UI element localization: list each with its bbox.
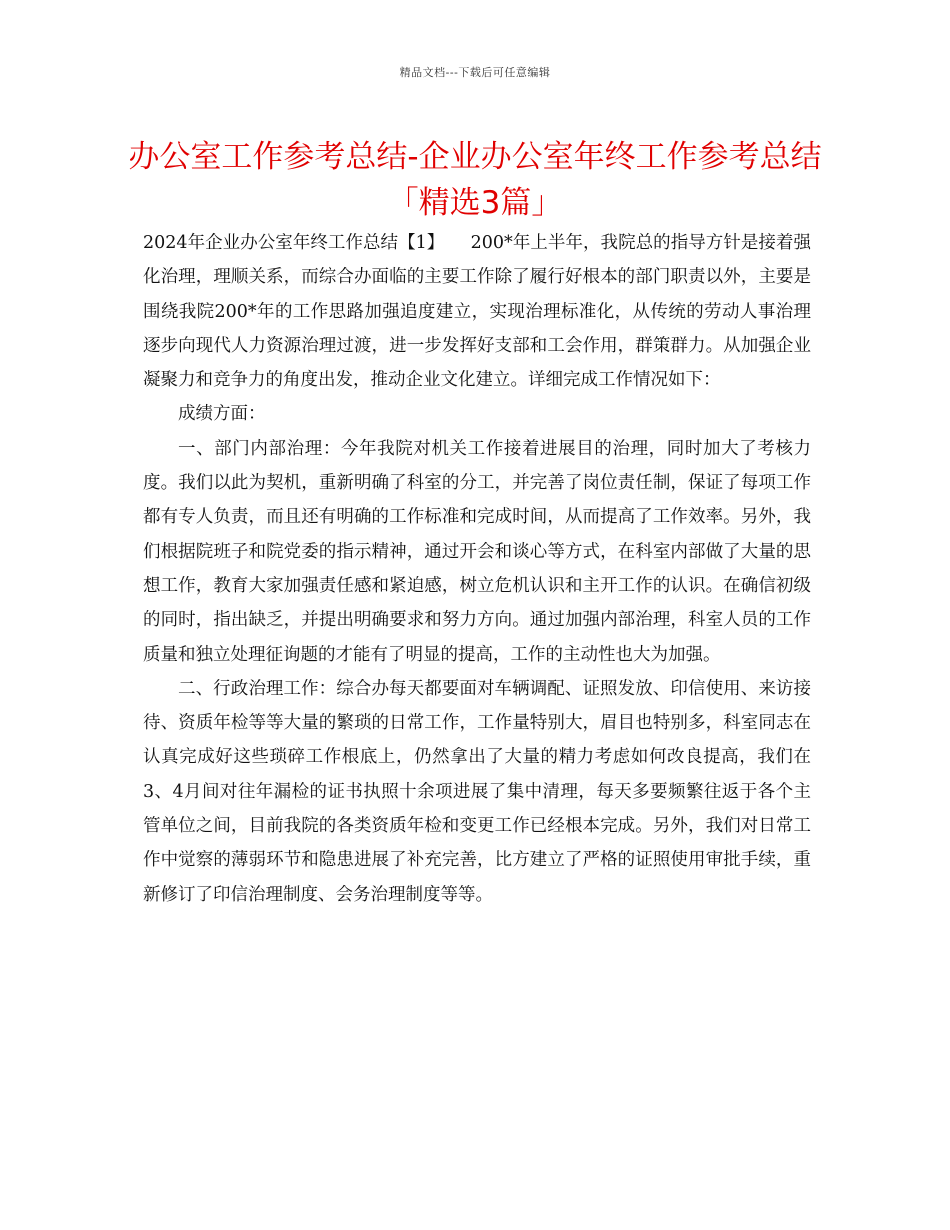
paragraph-internal-management: 一、部门内部治理：今年我院对机关工作接着进展目的治理，同时加大了考核力度。我们以此为契机，重新明确了科室的分工，并完善了岗位责任制，保证了每项工作都有专人负责，而且还有明确的工作标准和完成时间，从而提高了工作效率。另外，我们根据院班子和院党委的指示精神，通过开会和谈心等方式，在科室内部做了大量的思想工作，教育大家加强责任感和紧迫感，树立危机认识和主开工作的认识。在确信初级的同时，指出缺乏，并提出明确要求和努力方向。通过加强内部治理，科室人员的工作质量和独立处理征询题的才能有了明显的提高，工作的主动性也大为加强。 [143,438,811,665]
document-title: 办公室工作参考总结-企业办公室年终工作参考总结「精选3篇」 [128,139,822,221]
paragraph-administrative-management: 二、行政治理工作：综合办每天都要面对车辆调配、证照发放、印信使用、来访接待、资质年检等等大量的繁琐的日常工作，工作量特别大，眉目也特别多，科室同志在认真完成好这些琐碎工作根底上，仍然拿出了大量的精力考虑如何改良提高，我们在3、4月间对往年漏检的证书执照十余项进展了集中清理，每天多要频繁往返于各个主管单位之间，目前我院的各类资质年检和变更工作已经根本完成。另外，我们对日常工作中觉察的薄弱环节和隐患进展了补充完善，比方建立了严格的证照使用审批手续，重新修订了印信治理制度、会务治理制度等等。 [143,678,811,905]
document-body [143,226,811,912]
paragraph-achievements-heading: 成绩方面： [178,404,266,425]
paragraph-intro: 2024年企业办公室年终工作总结【1】 200*年上半年，我院总的指导方针是接着强化治理，理顺关系，而综合办面临的主要工作除了履行好根本的部门职责以外，主要是围绕我院200*年的工作思路加强追度建立，实现治理标准化，从传统的劳动人事治理逐步向现代人力资源治理过渡，进一步发挥好支部和工会作用，群策群力。从加强企业凝聚力和竞争力的角度出发，推动企业文化建立。详细完成工作情况如下： [143,233,811,391]
header-note: 精品文档---下载后可任意编辑 [399,66,551,79]
